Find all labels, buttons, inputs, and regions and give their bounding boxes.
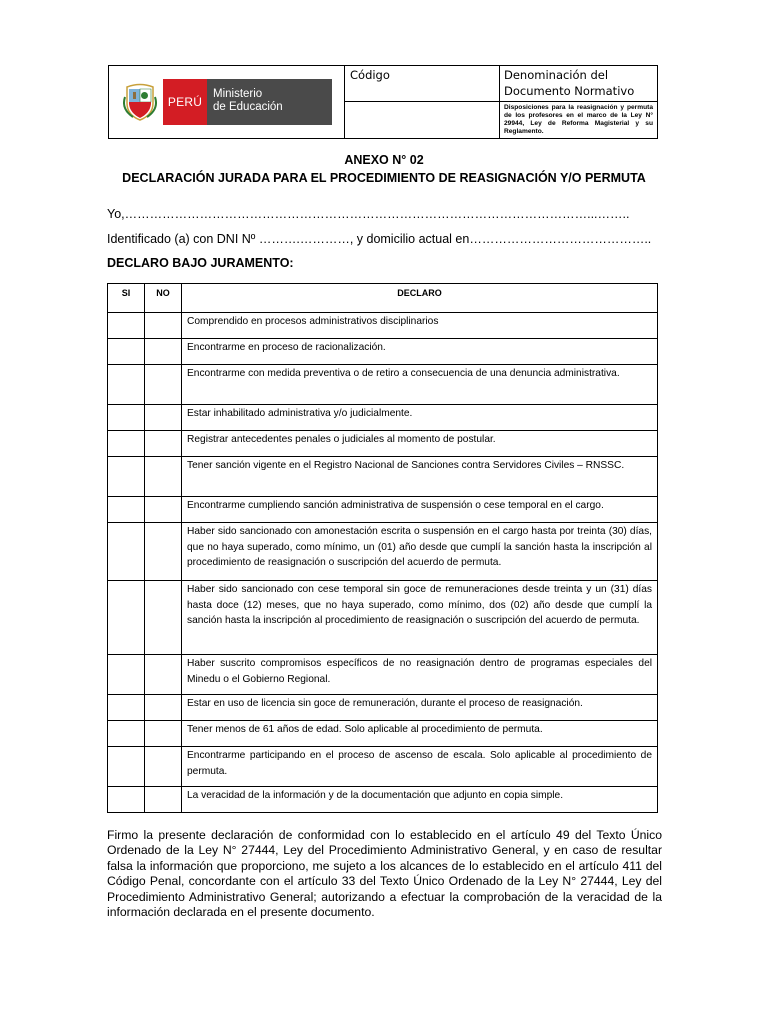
no-checkbox-cell[interactable] <box>145 523 182 581</box>
table-row <box>108 313 658 339</box>
declaration-text: Estar inhabilitado administrativa y/o judicialmente. <box>182 405 658 431</box>
si-checkbox-cell[interactable] <box>108 497 145 523</box>
table-row <box>108 339 658 365</box>
table-row <box>108 405 658 431</box>
no-checkbox-cell[interactable] <box>145 695 182 721</box>
no-checkbox-cell[interactable] <box>145 405 182 431</box>
si-checkbox-cell[interactable] <box>108 431 145 457</box>
declaration-text: Haber sido sancionado con amonestación escrita o suspensión en el cargo hasta por treinta (30) días, que no haya superado, como mínimo, un (01) año desde que cumplí la sanción hasta la inscripción al procedimiento de reasignación o suscripción del acuerdo de permuta. <box>182 523 658 581</box>
table-row <box>108 431 658 457</box>
si-checkbox-cell[interactable] <box>108 695 145 721</box>
declaration-text: Haber suscrito compromisos específicos de no reasignación dentro de programas especiales del Minedu o el Gobierno Regional. <box>182 655 658 695</box>
declaration-text: La veracidad de la información y de la documentación que adjunto en copia simple. <box>182 787 658 813</box>
no-checkbox-cell[interactable] <box>145 431 182 457</box>
minedu-logo <box>117 79 332 125</box>
si-checkbox-cell[interactable] <box>108 365 145 405</box>
table-row <box>108 581 658 655</box>
table-header-row <box>108 284 658 313</box>
col-header-no: NO <box>145 284 182 313</box>
no-checkbox-cell[interactable] <box>145 721 182 747</box>
table-row <box>108 695 658 721</box>
table-row <box>108 721 658 747</box>
denominacion-label: Denominación del Documento Normativo <box>500 66 658 102</box>
no-checkbox-cell[interactable] <box>145 339 182 365</box>
declaration-text: Encontrarme participando en el proceso de ascenso de escala. Solo aplicable al procedimiento de permuta. <box>182 747 658 787</box>
si-checkbox-cell[interactable] <box>108 655 145 695</box>
declaration-text: Encontrarme con medida preventiva o de retiro a consecuencia de una denuncia administrativa. <box>182 365 658 405</box>
declaration-text: Estar en uso de licencia sin goce de remuneración, durante el proceso de reasignación. <box>182 695 658 721</box>
coat-of-arms-icon <box>117 79 163 125</box>
codigo-label: Código <box>345 66 500 102</box>
declaration-text: Registrar antecedentes penales o judiciales al momento de postular. <box>182 431 658 457</box>
no-checkbox-cell[interactable] <box>145 313 182 339</box>
declaration-text: Encontrarme cumpliendo sanción administrativa de suspensión o cese temporal en el cargo. <box>182 497 658 523</box>
declaration-text: Haber sido sancionado con cese temporal sin goce de remuneraciones desde treinta y un (31) días hasta doce (12) meses, que no haya superado, como mínimo, dos (02) año desde que cumplí la sanción hasta la inscripción al procedimiento de reasignación o suscripción del acuerdo de permuta. <box>182 581 658 655</box>
si-checkbox-cell[interactable] <box>108 457 145 497</box>
table-row <box>108 787 658 813</box>
no-checkbox-cell[interactable] <box>145 747 182 787</box>
si-checkbox-cell[interactable] <box>108 747 145 787</box>
table-row <box>108 365 658 405</box>
no-checkbox-cell[interactable] <box>145 457 182 497</box>
declaration-table <box>107 283 658 813</box>
no-checkbox-cell[interactable] <box>145 365 182 405</box>
peru-label: PERÚ <box>163 79 207 125</box>
yo-field-line: Yo,…………………………………………………………………………………………………...…….. <box>107 207 630 221</box>
declaration-text: Comprendido en procesos administrativos disciplinarios <box>182 313 658 339</box>
table-row <box>108 747 658 787</box>
si-checkbox-cell[interactable] <box>108 313 145 339</box>
no-checkbox-cell[interactable] <box>145 581 182 655</box>
si-checkbox-cell[interactable] <box>108 339 145 365</box>
no-checkbox-cell[interactable] <box>145 655 182 695</box>
table-row <box>108 523 658 581</box>
si-checkbox-cell[interactable] <box>108 787 145 813</box>
table-row <box>108 497 658 523</box>
si-checkbox-cell[interactable] <box>108 721 145 747</box>
annex-title: ANEXO N° 02 <box>344 153 424 167</box>
col-header-declaro: DECLARO <box>182 284 658 313</box>
si-checkbox-cell[interactable] <box>108 405 145 431</box>
table-row <box>108 655 658 695</box>
no-checkbox-cell[interactable] <box>145 787 182 813</box>
dni-field-line: Identificado (a) con DNI Nº ……….…………, y domicilio actual en…………………………………….. <box>107 232 652 246</box>
document-header <box>108 65 658 139</box>
declaration-text: Tener sanción vigente en el Registro Nacional de Sanciones contra Servidores Civiles – RNSSC. <box>182 457 658 497</box>
si-checkbox-cell[interactable] <box>108 523 145 581</box>
codigo-value <box>345 101 500 138</box>
declaro-heading: DECLARO BAJO JURAMENTO: <box>107 256 294 270</box>
table-row <box>108 457 658 497</box>
denominacion-value: Disposiciones para la reasignación y permuta de los profesores en el marco de la Ley N° 29944, Ley de Reforma Magisterial y su Reglamento. <box>500 101 658 138</box>
declaration-text: Encontrarme en proceso de racionalización. <box>182 339 658 365</box>
logo-cell <box>109 66 345 139</box>
si-checkbox-cell[interactable] <box>108 581 145 655</box>
col-header-si: SI <box>108 284 145 313</box>
document-title: DECLARACIÓN JURADA PARA EL PROCEDIMIENTO DE REASIGNACIÓN Y/O PERMUTA <box>122 171 646 185</box>
no-checkbox-cell[interactable] <box>145 497 182 523</box>
declaration-text: Tener menos de 61 años de edad. Solo aplicable al procedimiento de permuta. <box>182 721 658 747</box>
ministry-label: Ministerio de Educación <box>207 79 332 125</box>
footer-paragraph: Firmo la presente declaración de conformidad con lo establecido en el artículo 49 del Texto Único Ordenado de la Ley N° 27444, Ley del Procedimiento Administrativo General, y en caso de resultar falsa la información que proporciono, me sujeto a los alcances de lo establecido en el artículo 411 del Código Penal, concordante con el artículo 33 del Texto Único Ordenado de la Ley N° 27444, Ley del Procedimiento Administrativo General; autorizando a efectuar la comprobación de la veracidad de la información declarada en el presente documento. <box>107 828 662 920</box>
